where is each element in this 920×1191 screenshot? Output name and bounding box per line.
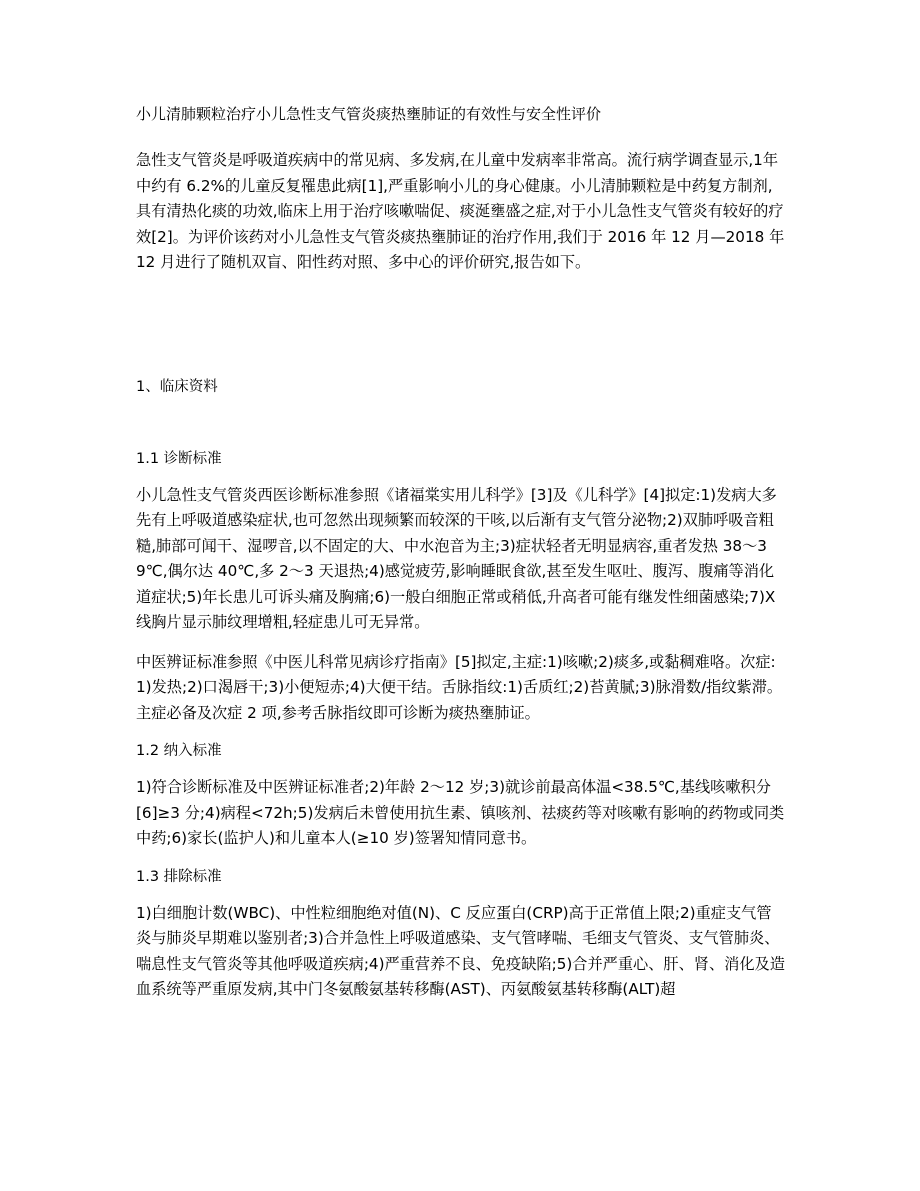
intro-paragraph: 急性支气管炎是呼吸道疾病中的常见病、多发病,在儿童中发病率非常高。流行病学调查显示,1年中约有 6.2%的儿童反复罹患此病[1],严重影响小儿的身心健康。小儿清肺颗粒是中药复方制剂,具有清热化痰的功效,临床上用于治疗咳嗽喘促、痰涎壅盛之症,对于小儿急性支气管炎有较好的疗效[2]。为评价该药对小儿急性支气管炎痰热壅肺证的治疗作用,我们于 2016 年 12 月—2018 年 12 月进行了随机双盲、阳性药对照、多中心的评价研究,报告如下。	[136, 151, 785, 271]
section-heading-clinical-data: 1、临床资料	[136, 378, 218, 395]
spacer	[136, 290, 786, 376]
tcm-diagnosis-paragraph: 中医辨证标准参照《中医儿科常见病诊疗指南》[5]拟定,主症:1)咳嗽;2)痰多,或黏稠难咯。次症:1)发热;2)口渴唇干;3)小便短赤;4)大便干结。舌脉指纹:1)舌质红;2)苔黄腻;3)脉滑数/指纹紫滞。主症必备及次症 2 项,参考舌脉指纹即可诊断为痰热壅肺证。	[136, 652, 783, 722]
subsection-heading-exclusion-criteria: 1.3 排除标准	[136, 868, 222, 885]
subsection-heading-inclusion-criteria: 1.2 纳入标准	[136, 743, 222, 759]
western-diagnosis-paragraph: 小儿急性支气管炎西医诊断标准参照《诸福棠实用儿科学》[3]及《儿科学》[4]拟定:1)发病大多先有上呼吸道感染症状,也可忽然出现频繁而较深的干咳,以后渐有支气管分泌物;2)双肺呼吸音粗糙,肺部可闻干、湿啰音,以不固定的大、中水泡音为主;3)症状轻者无明显病容,重者发热 38～39℃,偶尔达 40℃,多 2～3 天退热;4)感觉疲劳,影响睡眠食欲,甚至发生呕吐、腹泻、腹痛等消化道症状;5)年长患儿可诉头痛及胸痛;6)一般白细胞正常或稍低,升高者可能有继发性细菌感染;7)X 线胸片显示肺纹理增粗,轻症患儿可无异常。	[136, 485, 777, 631]
exclusion-criteria-paragraph: 1)白细胞计数(WBC)、中性粒细胞绝对值(N)、C 反应蛋白(CRP)高于正常值上限;2)重症支气管炎与肺炎早期难以鉴别者;3)合并急性上呼吸道感染、支气管哮喘、毛细支气管炎、支气管肺炎、喘息性支气管炎等其他呼吸道疾病;4)严重营养不良、免疫缺陷;5)合并严重心、肝、肾、消化及造血系统等严重原发病,其中门冬氨酸氨基转移酶(AST)、丙氨酸氨基转移酶(ALT)超	[136, 903, 785, 998]
spacer	[136, 398, 786, 448]
subsection-heading-diagnostic-criteria: 1.1 诊断标准	[136, 450, 222, 467]
inclusion-criteria-paragraph: 1)符合诊断标准及中医辨证标准者;2)年龄 2～12 岁;3)就诊前最高体温<38.5℃,基线咳嗽积分[6]≥3 分;4)病程<72h;5)发病后未曾使用抗生素、镇咳剂、祛痰药等对咳嗽有影响的药物或同类中药;6)家长(监护人)和儿童本人(≥10 岁)签署知情同意书。	[136, 778, 785, 847]
document-title: 小儿清肺颗粒治疗小儿急性支气管炎痰热壅肺证的有效性与安全性评价	[136, 105, 602, 123]
